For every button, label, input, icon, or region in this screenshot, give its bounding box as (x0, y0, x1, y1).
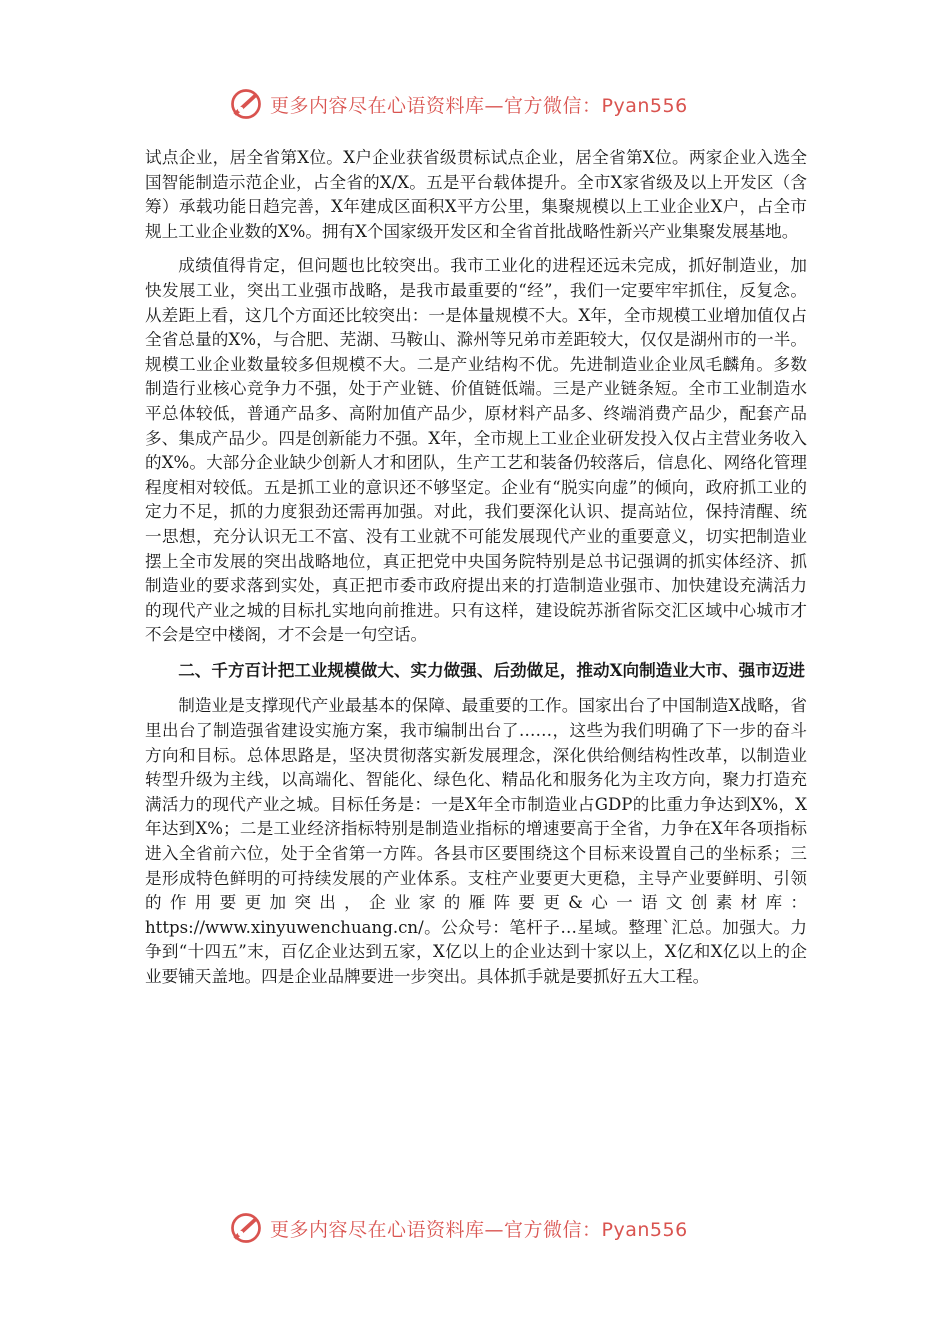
pen-circle-logo-icon (228, 86, 264, 122)
paragraph-problems: 成绩值得肯定，但问题也比较突出。我市工业化的进程还远未完成，抓好制造业，加快发展工业，突出工业强市战略，是我市最重要的“经”，我们一定要牢牢抓住，反复念。从差距上看，这几个方面还比较突出：一是体量规模不大。X年，全市规模工业增加值仅占全省总量的X%，与合肥、芜湖、马鞍山、滁州等兄弟市差距较大，仅仅是湖州市的一半。规模工业企业数量较多但规模不大。二是产业结构不优。先进制造业企业凤毛麟角。多数制造行业核心竞争力不强，处于产业链、价值链低端。三是产业链条短。全市工业制造水平总体较低，普通产品多、高附加值产品少，原材料产品多、终端消费产品少，配套产品多、集成产品少。四是创新能力不强。X年，全市规上工业企业研发投入仅占主营业务收入的X%。大部分企业缺少创新人才和团队，生产工艺和装备仍较落后，信息化、网络化管理程度相对较低。五是抓工业的意识还不够坚定。企业有“脱实向虚”的倾向，政府抓工业的定力不足，抓的力度狠劲还需再加强。对此，我们要深化认识、提高站位，保持清醒、统一思想，充分认识无工不富、没有工业就不可能发展现代产业的重要意义，切实把制造业摆上全市发展的突出战略地位，真正把党中央国务院特别是总书记强调的抓实体经济、抓制造业的要求落到实处，真正把市委市政府提出来的打造制造业强市、加快建设充满活力的现代产业之城的目标扎实地向前推进。只有这样，建设皖苏浙省际交汇区域中心城市才不会是空中楼阁，才不会是一句空话。 (145, 256, 807, 645)
watermark-text: 更多内容尽在心语资料库—官方微信：Pyan556 (270, 94, 688, 117)
pen-circle-logo-icon (228, 1210, 264, 1246)
document-body (145, 146, 807, 990)
footer-watermark-banner (228, 1208, 688, 1248)
header-watermark-banner (228, 84, 688, 124)
paragraph-continued: 试点企业，居全省第X位。X户企业获省级贯标试点企业，居全省第X位。两家企业入选全国智能制造示范企业，占全省的X/X。五是平台载体提升。全市X家省级及以上开发区（含筹）承载功能日趋完善，X年建成区面积X平方公里，集聚规模以上工业企业X户，占全市规上工业企业数的X%。拥有X个国家级开发区和全省首批战略性新兴产业集聚发展基地。 (145, 148, 807, 241)
paragraph-manufacturing: 制造业是支撑现代产业最基本的保障、最重要的工作。国家出台了中国制造X战略，省里出台了制造强省建设实施方案，我市编制出台了……，这些为我们明确了下一步的奋斗方向和目标。总体思路是，坚决贯彻落实新发展理念，深化供给侧结构性改革，以制造业转型升级为主线，以高端化、智能化、绿色化、精品化和服务化为主攻方向，聚力打造充满活力的现代产业之城。目标任务是：一是X年全市制造业占GDP的比重力争达到X%，X年达到X%；二是工业经济指标特别是制造业指标的增速要高于全省，力争在X年各项指标进入全省前六位，处于全省第一方阵。各县市区要围绕这个目标来设置自己的坐标系；三是形成特色鲜明的可持续发展的产业体系。支柱产业要更大更稳，主导产业要鲜明、引领的作用要更加突出，企业家的雁阵要更&心一语文创素材库：https://www.xinyuwenchuang.cn/。公众号：笔杆子…星域。整理`汇总。加强大。力争到“十四五”末，百亿企业达到五家，X亿以上的企业达到十家以上，X亿和X亿以上的企业要铺天盖地。四是企业品牌要进一步突出。具体抓手就是要抓好五大工程。 (145, 696, 807, 986)
section-heading: 二、千方百计把工业规模做大、实力做强、后劲做足，推动X向制造业大市、强市迈进 (178, 659, 806, 680)
watermark-text: 更多内容尽在心语资料库—官方微信：Pyan556 (270, 1218, 688, 1241)
